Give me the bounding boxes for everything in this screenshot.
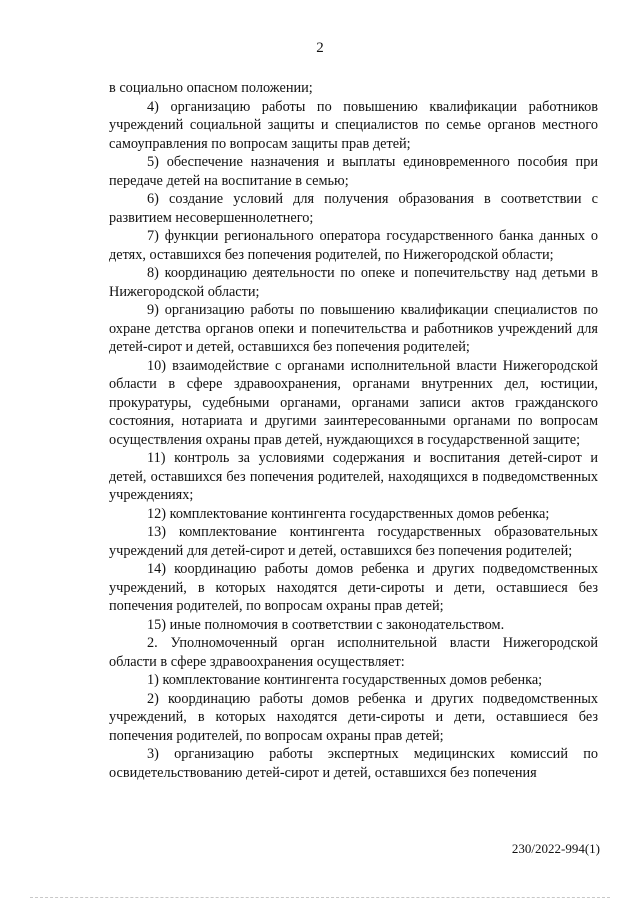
bottom-divider	[30, 897, 610, 898]
paragraph-item-7: 7) функции регионального оператора государственного банка данных о детях, оставшихся без попечения родителей, по Нижегородской области;	[109, 228, 598, 263]
document-body	[109, 79, 598, 782]
paragraph-section-2-item-3: 3) организацию работы экспертных медицинских комиссий по освидетельствованию детей-сирот и детей, оставшихся без попечения	[109, 746, 598, 781]
paragraph-item-9: 9) организацию работы по повышению квалификации специалистов по охране детства органов опеки и попечительства и работников учреждений для детей-сирот и детей, оставшихся без попечения родителей;	[109, 302, 598, 355]
paragraph-item-4: 4) организацию работы по повышению квалификации работников учреждений социальной защиты и специалистов по семье органов местного самоуправления по вопросам защиты прав детей;	[109, 98, 598, 152]
paragraph-continuation: в социально опасном положении;	[109, 80, 313, 96]
paragraph-item-8: 8) координацию деятельности по опеке и попечительству над детьми в Нижегородской области;	[109, 265, 598, 300]
paragraph-item-13: 13) комплектование контингента государственных образовательных учреждений для детей-сирот и детей, оставшихся без попечения родителей;	[109, 524, 598, 559]
page-number: 2	[316, 40, 324, 56]
paragraph-item-12: 12) комплектование контингента государственных домов ребенка;	[147, 505, 550, 522]
paragraph-item-11: 11) контроль за условиями содержания и воспитания детей-сирот и детей, оставшихся без попечения родителей, находящихся в подведомственных учреждениях;	[109, 450, 598, 503]
paragraph-section-2-item-2: 2) координацию работы домов ребенка и других подведомственных учреждений, в которых находятся дети-сироты и дети, оставшиеся без попечения родителей, по вопросам охраны прав детей;	[109, 690, 598, 744]
paragraph-section-2: 2. Уполномоченный орган исполнительной власти Нижегородской области в сфере здравоохранения осуществляет:	[109, 635, 598, 670]
paragraph-section-2-item-1: 1) комплектование контингента государственных домов ребенка;	[147, 672, 543, 688]
paragraph-item-15: 15) иные полномочия в соответствии с законодательством.	[147, 616, 505, 633]
paragraph-item-14: 14) координацию работы домов ребенка и других подведомственных учреждений, в которых находятся дети-сироты и дети, оставшиеся без попечения родителей, по вопросам охраны прав детей;	[109, 561, 598, 614]
paragraph-item-10: 10) взаимодействие с органами исполнительной власти Нижегородской области в сфере здравоохранения, органами внутренних дел, юстиции, прокуратуры, судебными органами, органами записи актов гражданского состояния, нотариата и другими заинтересованными органами по вопросам осуществления охраны прав детей, нуждающихся в государственной защите;	[109, 357, 598, 448]
paragraph-item-6: 6) создание условий для получения образования в соответствии с развитием несовершеннолетнего;	[109, 191, 598, 226]
paragraph-item-5: 5) обеспечение назначения и выплаты единовременного пособия при передаче детей на воспитание в семью;	[109, 154, 598, 189]
document-number: 230/2022-994(1)	[511, 841, 600, 856]
